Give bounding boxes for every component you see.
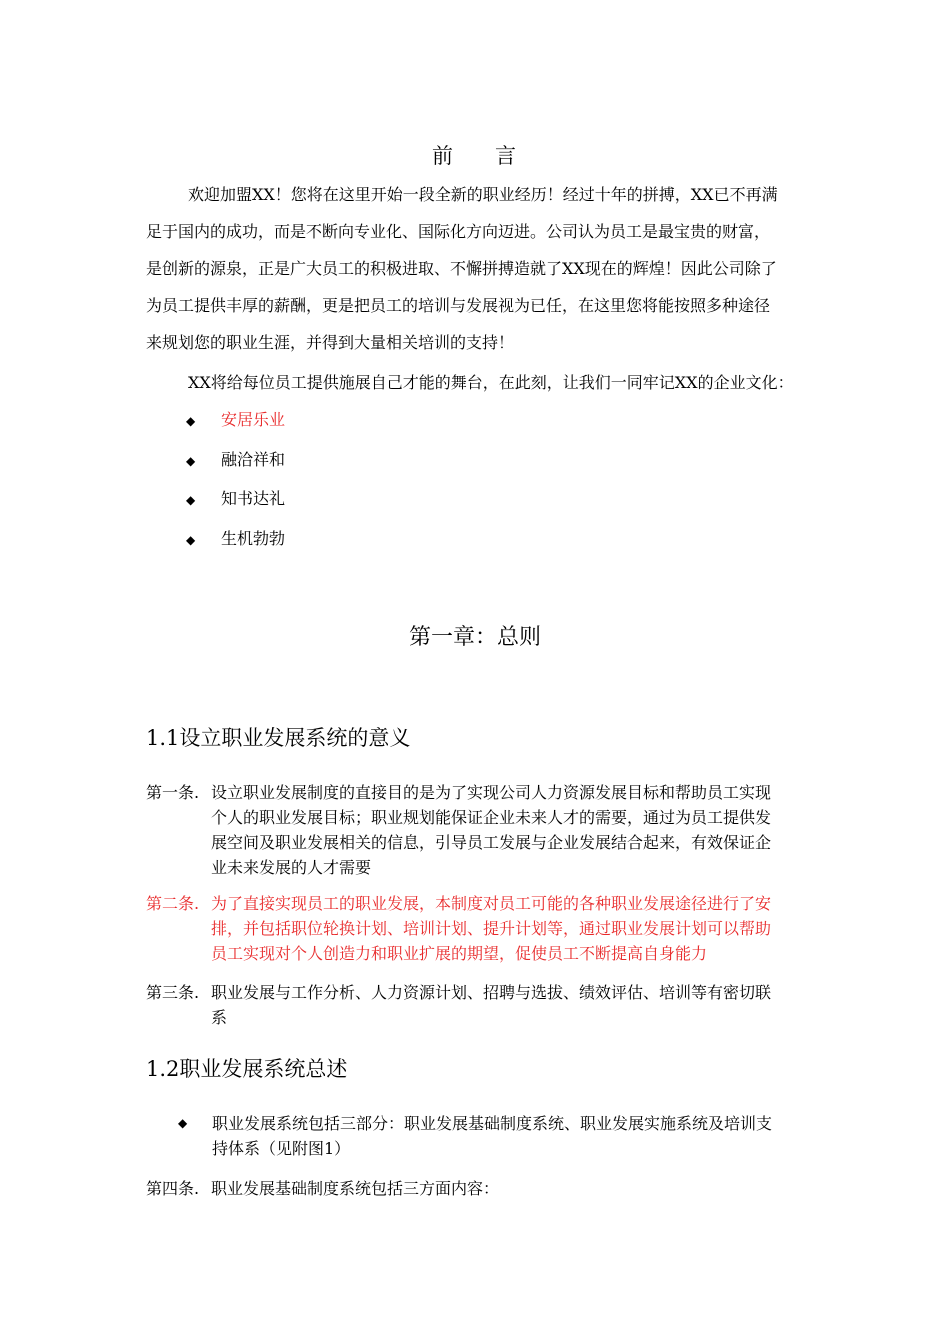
culture-item: ◆ 知书达礼: [186, 487, 285, 511]
diamond-bullet-icon: ◆: [178, 1116, 188, 1130]
preface-title: 前 言: [432, 144, 518, 168]
article-number: 第二条.: [146, 894, 200, 913]
culture-item: ◆ 融洽祥和: [186, 448, 285, 472]
diamond-bullet-icon: ◆: [186, 532, 196, 547]
article-4: 第四条. 职业发展基础制度系统包括三方面内容：: [146, 1176, 806, 1201]
preface-paragraph: [146, 176, 806, 361]
culture-item: ◆ 生机勃勃: [186, 527, 285, 551]
culture-intro: XX将给每位员工提供施展自己才能的舞台，在此刻，让我们一同牢记XX的企业文化：: [188, 373, 794, 392]
paragraph-line: 是创新的源泉，正是广大员工的积极进取、不懈拼搏造就了XX现在的辉煌！因此公司除了: [146, 259, 777, 278]
article-number: 第四条.: [146, 1179, 200, 1198]
diamond-bullet-icon: ◆: [186, 453, 196, 468]
diamond-bullet-icon: ◆: [186, 413, 196, 428]
article-2: 第二条. 为了直接实现员工的职业发展，本制度对员工可能的各种职业发展途径进行了安 排，并包括职位轮换计划、培训计划、提升计划等，通过职业发展计划可以帮助 员工实现对个人创造力和职业扩展的期望，促使员工不断提高自身能力: [146, 891, 806, 966]
paragraph-line: 欢迎加盟XX！您将在这里开始一段全新的职业经历！经过十年的拼搏，XX已不再满: [188, 185, 778, 204]
system-overview-item: ◆ 职业发展系统包括三部分：职业发展基础制度系统、职业发展实施系统及培训支 持体系（见附图1）: [178, 1111, 808, 1161]
article-3: 第三条. 职业发展与工作分析、人力资源计划、招聘与选拔、绩效评估、培训等有密切联 系: [146, 980, 806, 1030]
paragraph-line: 来规划您的职业生涯，并得到大量相关培训的支持！: [146, 333, 515, 352]
section-heading: 1.1设立职业发展系统的意义: [146, 726, 411, 750]
section-heading: 1.2职业发展系统总述: [146, 1057, 348, 1081]
article-number: 第三条.: [146, 983, 200, 1002]
article-number: 第一条.: [146, 783, 200, 802]
chapter-title: 第一章：总则: [408, 625, 541, 650]
article-1: 第一条. 设立职业发展制度的直接目的是为了实现公司人力资源发展目标和帮助员工实现 个人的职业发展目标；职业规划能保证企业未来人才的需要，通过为员工提供发 展空间及职业发展相关的信息，引导员工发展与企业发展结合起来，有效保证企 业未来发展的人才需要: [146, 780, 806, 880]
diamond-bullet-icon: ◆: [186, 492, 196, 507]
paragraph-line: 足于国内的成功，而是不断向专业化、国际化方向迈进。公司认为员工是最宝贵的财富，: [146, 222, 771, 241]
culture-item: ◆ 安居乐业: [186, 408, 285, 432]
paragraph-line: 为员工提供丰厚的薪酬，更是把员工的培训与发展视为已任，在这里您将能按照多种途径: [146, 296, 771, 315]
